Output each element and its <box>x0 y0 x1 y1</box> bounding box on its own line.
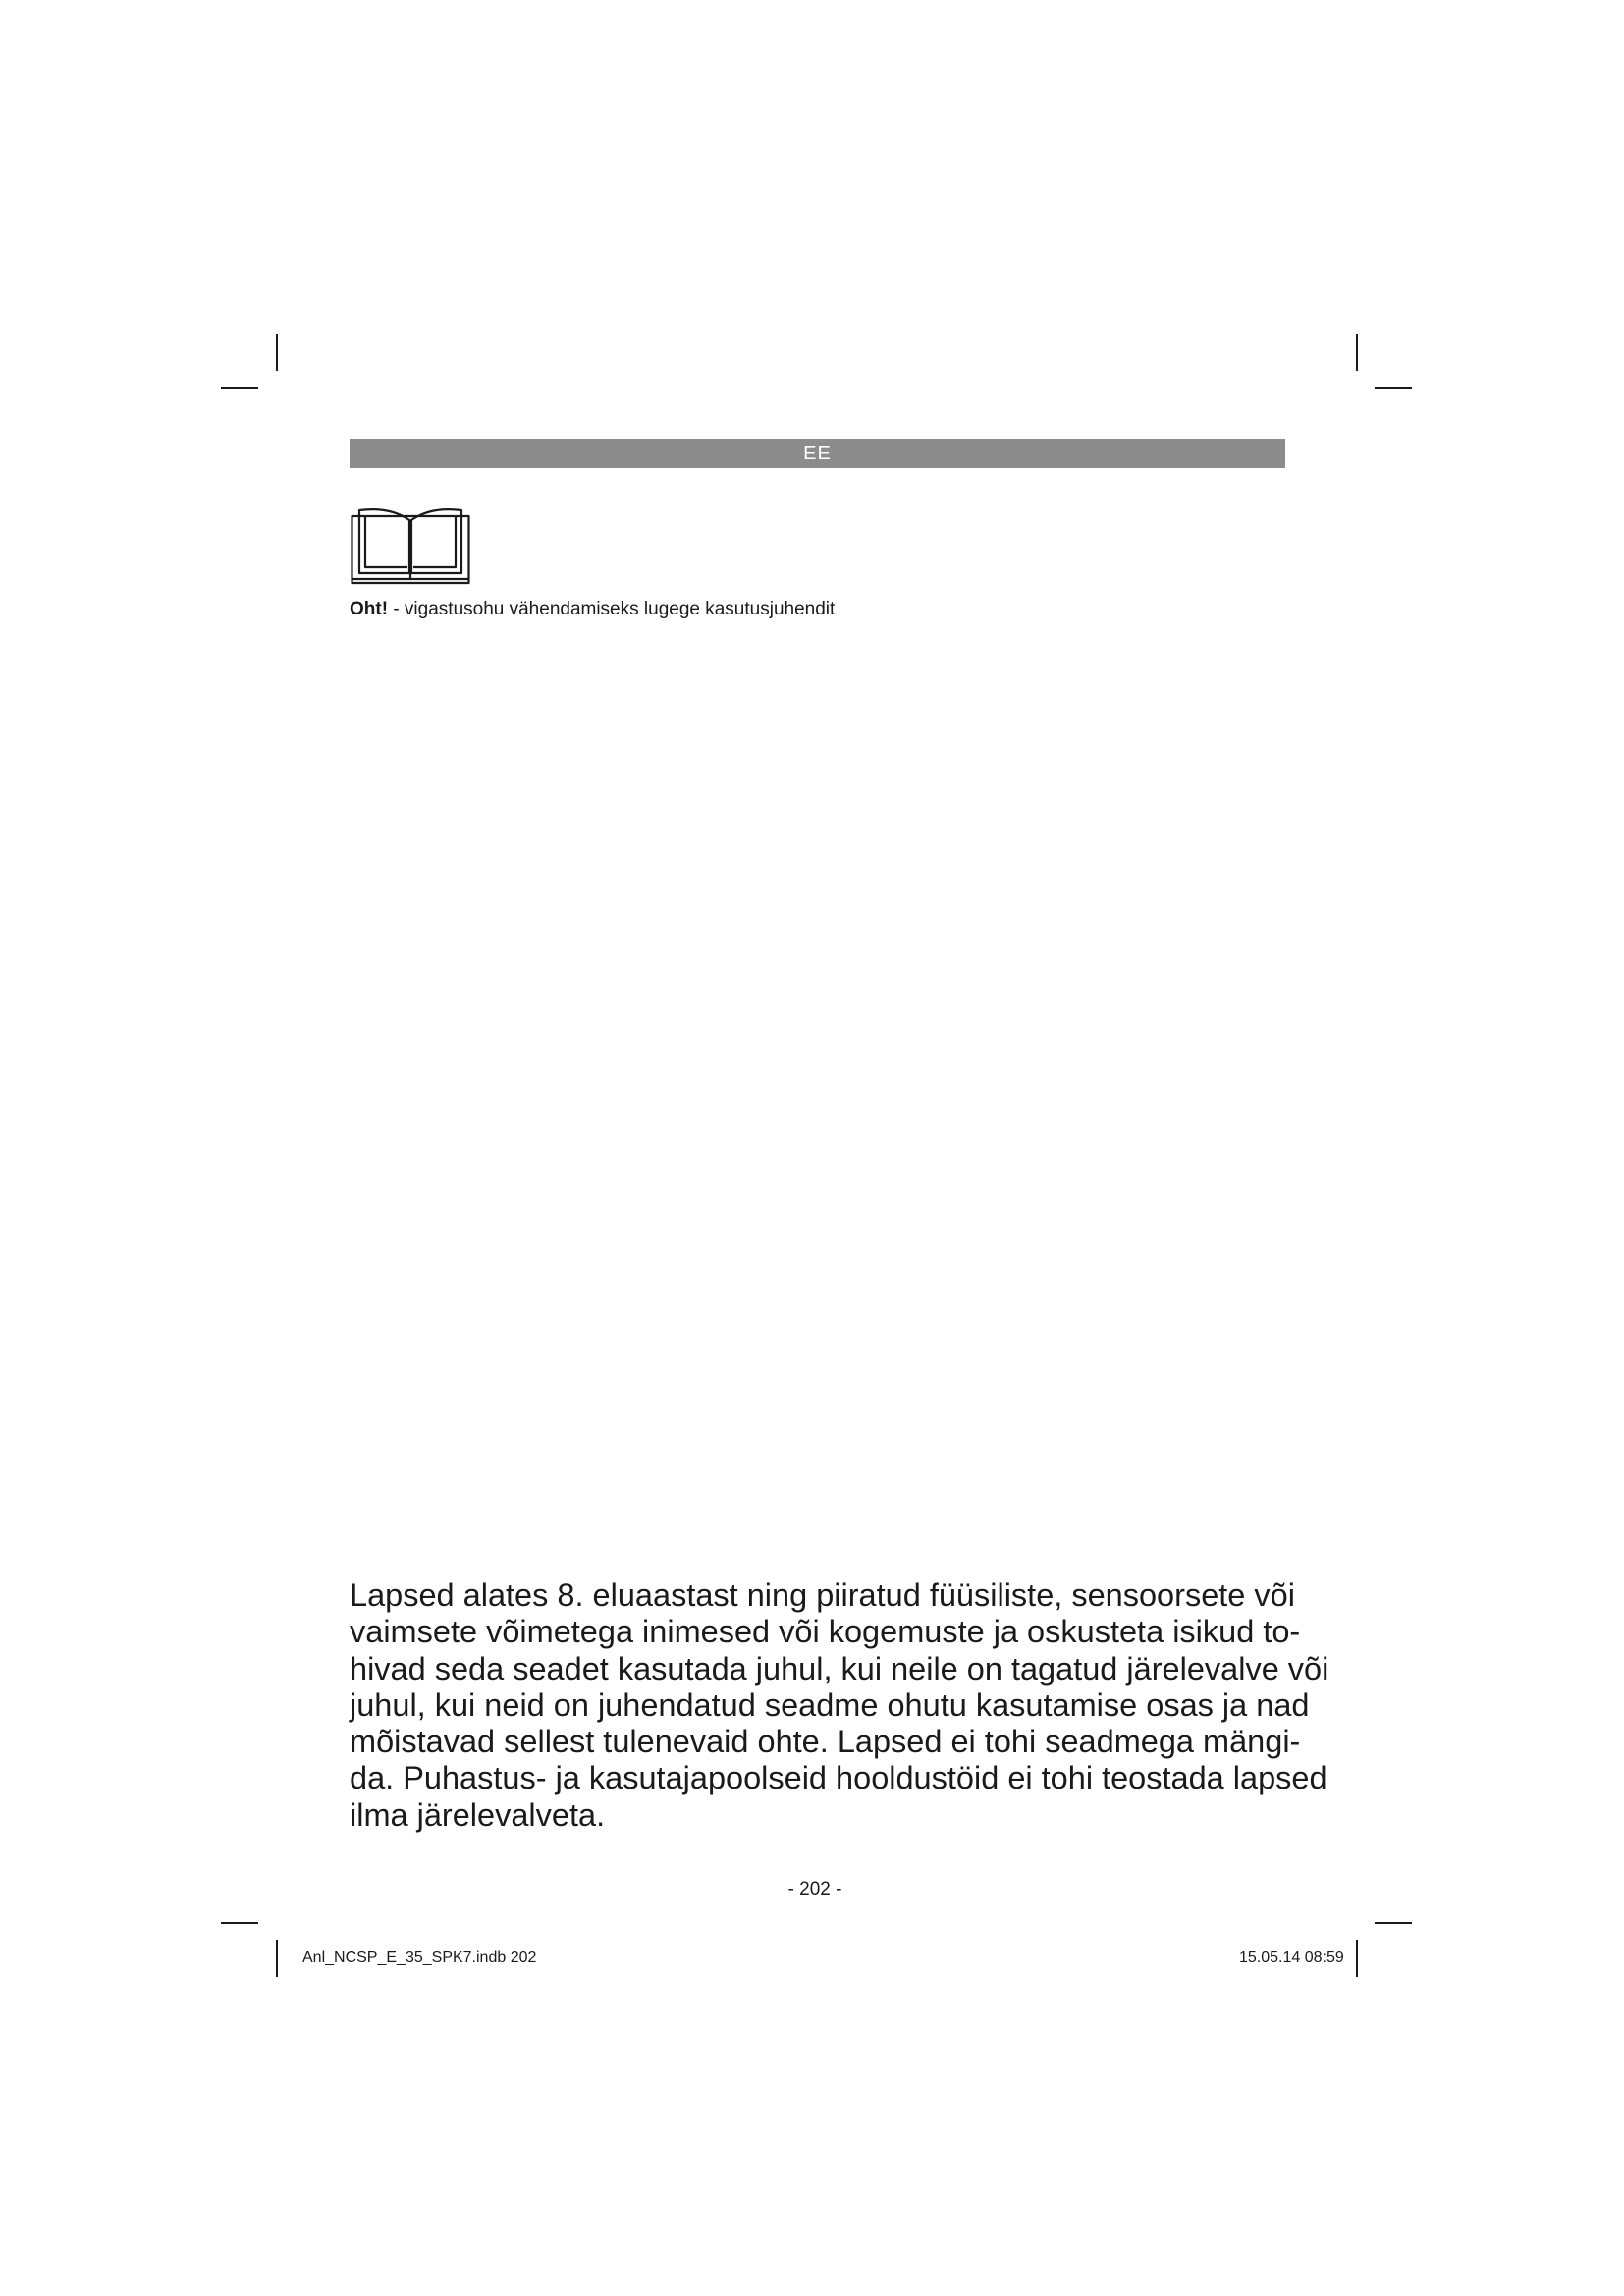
warning-label-bold: Oht! <box>350 599 389 619</box>
paragraph-line: juhul, kui neid on juhendatud seadme ohutu kasutamise osas ja nad <box>350 1686 1310 1723</box>
paragraph-line: vaimsete võimetega inimesed või kogemuste ja oskusteta isikud to- <box>350 1614 1301 1650</box>
crop-mark-top-left-vertical <box>276 334 278 371</box>
crop-mark-bottom-right-horizontal <box>1375 1922 1412 1924</box>
paragraph-line: ilma järelevalveta. <box>350 1796 606 1833</box>
safety-paragraph <box>350 1577 1329 1834</box>
language-code: EE <box>803 443 832 464</box>
crop-mark-bottom-right-vertical <box>1356 1940 1358 1977</box>
paragraph-line: Lapsed alates 8. eluaastast ning piiratud füüsiliste, sensoorsete või <box>350 1577 1295 1613</box>
language-header-bar <box>350 439 1285 468</box>
paragraph-line: hivad seda seadet kasutada juhul, kui neile on tagatud järelevalve või <box>350 1650 1329 1686</box>
paragraph-line: mõistavad sellest tulenevaid ohte. Lapsed ei tohi seadmega mängi- <box>350 1724 1301 1760</box>
crop-mark-bottom-left-vertical <box>276 1940 278 1977</box>
warning-label-text: - vigastusohu vähendamiseks lugege kasutusjuhendit <box>388 599 836 619</box>
warning-caption <box>350 598 835 621</box>
open-book-icon <box>351 501 470 585</box>
crop-mark-top-left-horizontal <box>221 387 258 389</box>
paragraph-line: da. Puhastus- ja kasutajapoolseid hooldustöid ei tohi teostada lapsed <box>350 1760 1327 1796</box>
print-date-time: 15.05.14 08:59 <box>1239 1949 1344 1966</box>
crop-mark-top-right-horizontal <box>1375 387 1412 389</box>
crop-mark-bottom-left-horizontal <box>221 1922 258 1924</box>
crop-mark-top-right-vertical <box>1356 334 1358 371</box>
print-file-info: Anl_NCSP_E_35_SPK7.indb 202 <box>302 1949 537 1966</box>
page-number: - 202 - <box>787 1879 842 1899</box>
